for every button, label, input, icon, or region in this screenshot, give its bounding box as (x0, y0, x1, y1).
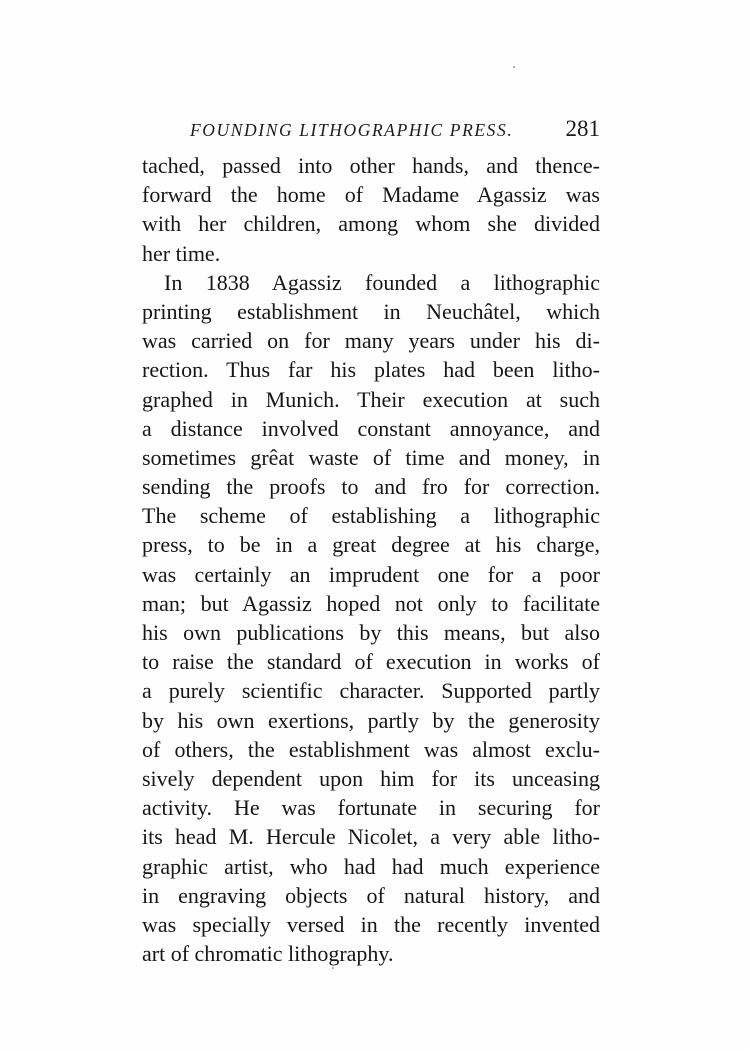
text-line: in engraving objects of natural history, and (142, 882, 600, 908)
text-line: printing establishment in Neuchâtel, which (142, 298, 600, 324)
text-line: sometimes grêat waste of time and money, in (142, 444, 600, 470)
text-line: was certainly an imprudent one for a poor (142, 561, 600, 587)
text-line: press, to be in a great degree at his charge, (142, 532, 600, 558)
text-line: a purely scientific character. Supported partly (142, 678, 600, 704)
text-line: forward the home of Madame Agassiz was (142, 182, 600, 208)
text-line: was carried on for many years under his di- (142, 328, 600, 354)
paragraph (142, 268, 600, 969)
page-number: 281 (565, 116, 600, 141)
text-line: sively dependent upon him for its unceasing (142, 765, 600, 791)
text-line: with her children, among whom she divided (142, 211, 600, 237)
text-line: a distance involved constant annoyance, and (142, 415, 600, 441)
running-title: FOUNDING LITHOGRAPHIC PRESS. (190, 120, 514, 140)
text-line: art of chromatic lithography. (142, 941, 394, 967)
body-text (142, 151, 600, 968)
text-line: activity. He was fortunate in securing for (142, 795, 600, 821)
text-line: tached, passed into other hands, and thence- (142, 153, 600, 178)
text-line: rection. Thus far his plates had been litho- (142, 357, 600, 383)
paragraph (142, 151, 600, 268)
text-line: his own publications by this means, but also (142, 620, 600, 645)
text-line: by his own exertions, partly by the generosity (142, 707, 600, 733)
text-line: In 1838 Agassiz founded a lithographic (164, 269, 600, 295)
text-line: was specially versed in the recently invented (142, 911, 600, 937)
text-line: her time. (142, 240, 221, 266)
text-line: its head M. Hercule Nicolet, a very able litho- (142, 824, 600, 850)
text-line: man; but Agassiz hoped not only to facilitate (142, 590, 600, 616)
text-line: graphed in Munich. Their execution at such (142, 386, 600, 412)
text-line: to raise the standard of execution in works of (142, 649, 600, 675)
running-head (142, 116, 600, 144)
text-line: sending the proofs to and fro for correction. (142, 474, 600, 500)
text-line: of others, the establishment was almost exclu- (142, 736, 600, 762)
text-line: graphic artist, who had had much experience (142, 853, 600, 879)
text-line: The scheme of establishing a lithographic (142, 503, 600, 529)
print-speck (513, 66, 515, 68)
